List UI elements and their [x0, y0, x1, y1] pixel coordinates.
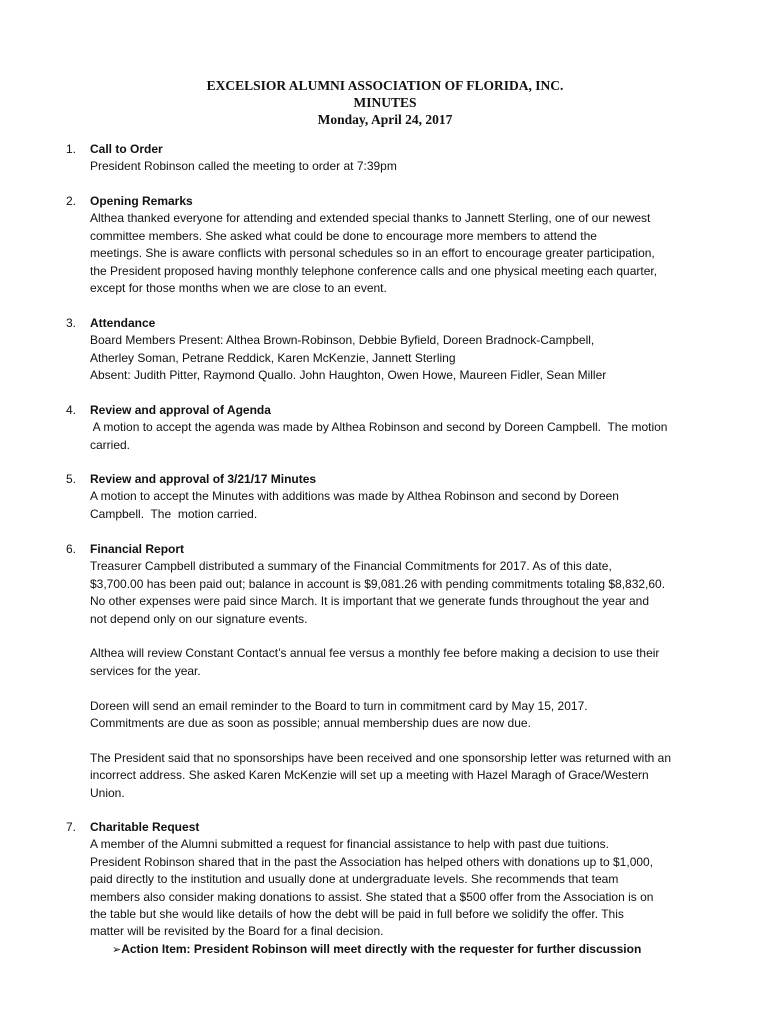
- text-line: Althea thanked everyone for attending and extended special thanks to Jannett Sterling, one of our newest: [90, 211, 651, 226]
- section-number: 2.: [66, 194, 77, 208]
- text-line: the President proposed having monthly telephone conference calls and one physical meeting each quarter,: [90, 263, 658, 278]
- text-line: Board Members Present: Althea Brown-Robinson, Debbie Byfield, Doreen Bradnock-Campbell,: [90, 333, 595, 348]
- text-line: Treasurer Campbell distributed a summary of the Financial Commitments for 2017. As of this date,: [90, 559, 612, 574]
- text-line: incorrect address. She asked Karen McKenzie will set up a meeting with Hazel Maragh of Grace/Western: [90, 768, 649, 783]
- organization-title: EXCELSIOR ALUMNI ASSOCIATION OF FLORIDA, INC.: [206, 78, 564, 93]
- section-title: Opening Remarks: [90, 194, 193, 208]
- text-line: A motion to accept the agenda was made by Althea Robinson and second by Doreen Campbell. The motion: [90, 420, 668, 435]
- section-attendance: [66, 315, 716, 385]
- section-charitable-request: [66, 819, 716, 958]
- text-line: the table but she would like details of how the debt will be paid in full before we solidify the offer. This: [90, 907, 624, 922]
- section-minutes-approval: [66, 471, 716, 523]
- section-title: Charitable Request: [90, 820, 200, 834]
- text-line: committee members. She asked what could be done to encourage more members to attend the: [90, 228, 597, 243]
- section-title: Financial Report: [90, 542, 185, 556]
- text-line: The President said that no sponsorships have been received and one sponsorship letter was returned with an: [90, 750, 672, 765]
- text-line: paid directly to the institution and usually done at undergraduate levels. She recommends that team: [90, 872, 619, 887]
- section-number: 4.: [66, 403, 77, 417]
- meeting-date: Monday, April 24, 2017: [317, 112, 453, 127]
- section-agenda-approval: [66, 402, 716, 454]
- text-line: Althea will review Constant Contact’s annual fee versus a monthly fee before making a decision to use their: [90, 646, 660, 661]
- text-line: Union.: [90, 785, 125, 800]
- text-line: Absent: Judith Pitter, Raymond Quallo. John Haughton, Owen Howe, Maureen Fidler, Sean Miller: [90, 368, 607, 383]
- text-line: meetings. She is aware conflicts with personal schedules so in an effort to encourage greater participation,: [90, 246, 655, 261]
- text-line: A member of the Alumni submitted a request for financial assistance to help with past due tuitions.: [90, 837, 609, 852]
- text-line: matter will be revisited by the Board for a final decision.: [90, 924, 384, 939]
- section-financial-report: [66, 541, 716, 802]
- action-item-text: Action Item: President Robinson will meet directly with the requester for further discussion: [121, 941, 642, 956]
- text-line: President Robinson called the meeting to order at 7:39pm: [90, 159, 397, 174]
- section-number: 3.: [66, 316, 77, 330]
- section-title: Review and approval of Agenda: [90, 403, 271, 417]
- text-line: Doreen will send an email reminder to the Board to turn in commitment card by May 15, 2017.: [90, 698, 588, 713]
- section-number: 1.: [66, 142, 77, 156]
- section-title: Call to Order: [90, 142, 163, 156]
- section-call-to-order: [66, 141, 716, 176]
- text-line: Commitments are due as soon as possible; annual membership dues are now due.: [90, 716, 531, 731]
- section-number: 6.: [66, 542, 77, 556]
- text-line: A motion to accept the Minutes with additions was made by Althea Robinson and second by Doreen: [90, 489, 619, 504]
- text-line: Campbell. The motion carried.: [90, 506, 258, 521]
- text-line: members also consider making donations to assist. She stated that a $500 offer from the Association is on: [90, 889, 654, 904]
- section-title: Attendance: [90, 316, 156, 330]
- text-line: not depend only on our signature events.: [90, 611, 308, 626]
- section-opening-remarks: [66, 193, 716, 297]
- text-line: No other expenses were paid since March. It is important that we generate funds throughout the year and: [90, 594, 649, 609]
- text-line: $3,700.00 has been paid out; balance in account is $9,081.26 with pending commitments totaling $8,832,60.: [90, 576, 666, 591]
- arrow-bullet-icon: ➢: [112, 942, 122, 956]
- text-line: President Robinson shared that in the past the Association has helped others with donations up to $1,000,: [90, 854, 654, 869]
- text-line: Atherley Soman, Petrane Reddick, Karen McKenzie, Jannett Sterling: [90, 350, 456, 365]
- text-line: services for the year.: [90, 663, 201, 678]
- section-title: Review and approval of 3/21/17 Minutes: [90, 472, 317, 486]
- action-item: [112, 941, 716, 958]
- document-type: MINUTES: [353, 95, 417, 110]
- text-line: carried.: [90, 437, 131, 452]
- text-line: except for those months when we are close to an event.: [90, 281, 387, 296]
- section-number: 7.: [66, 820, 77, 834]
- section-number: 5.: [66, 472, 77, 486]
